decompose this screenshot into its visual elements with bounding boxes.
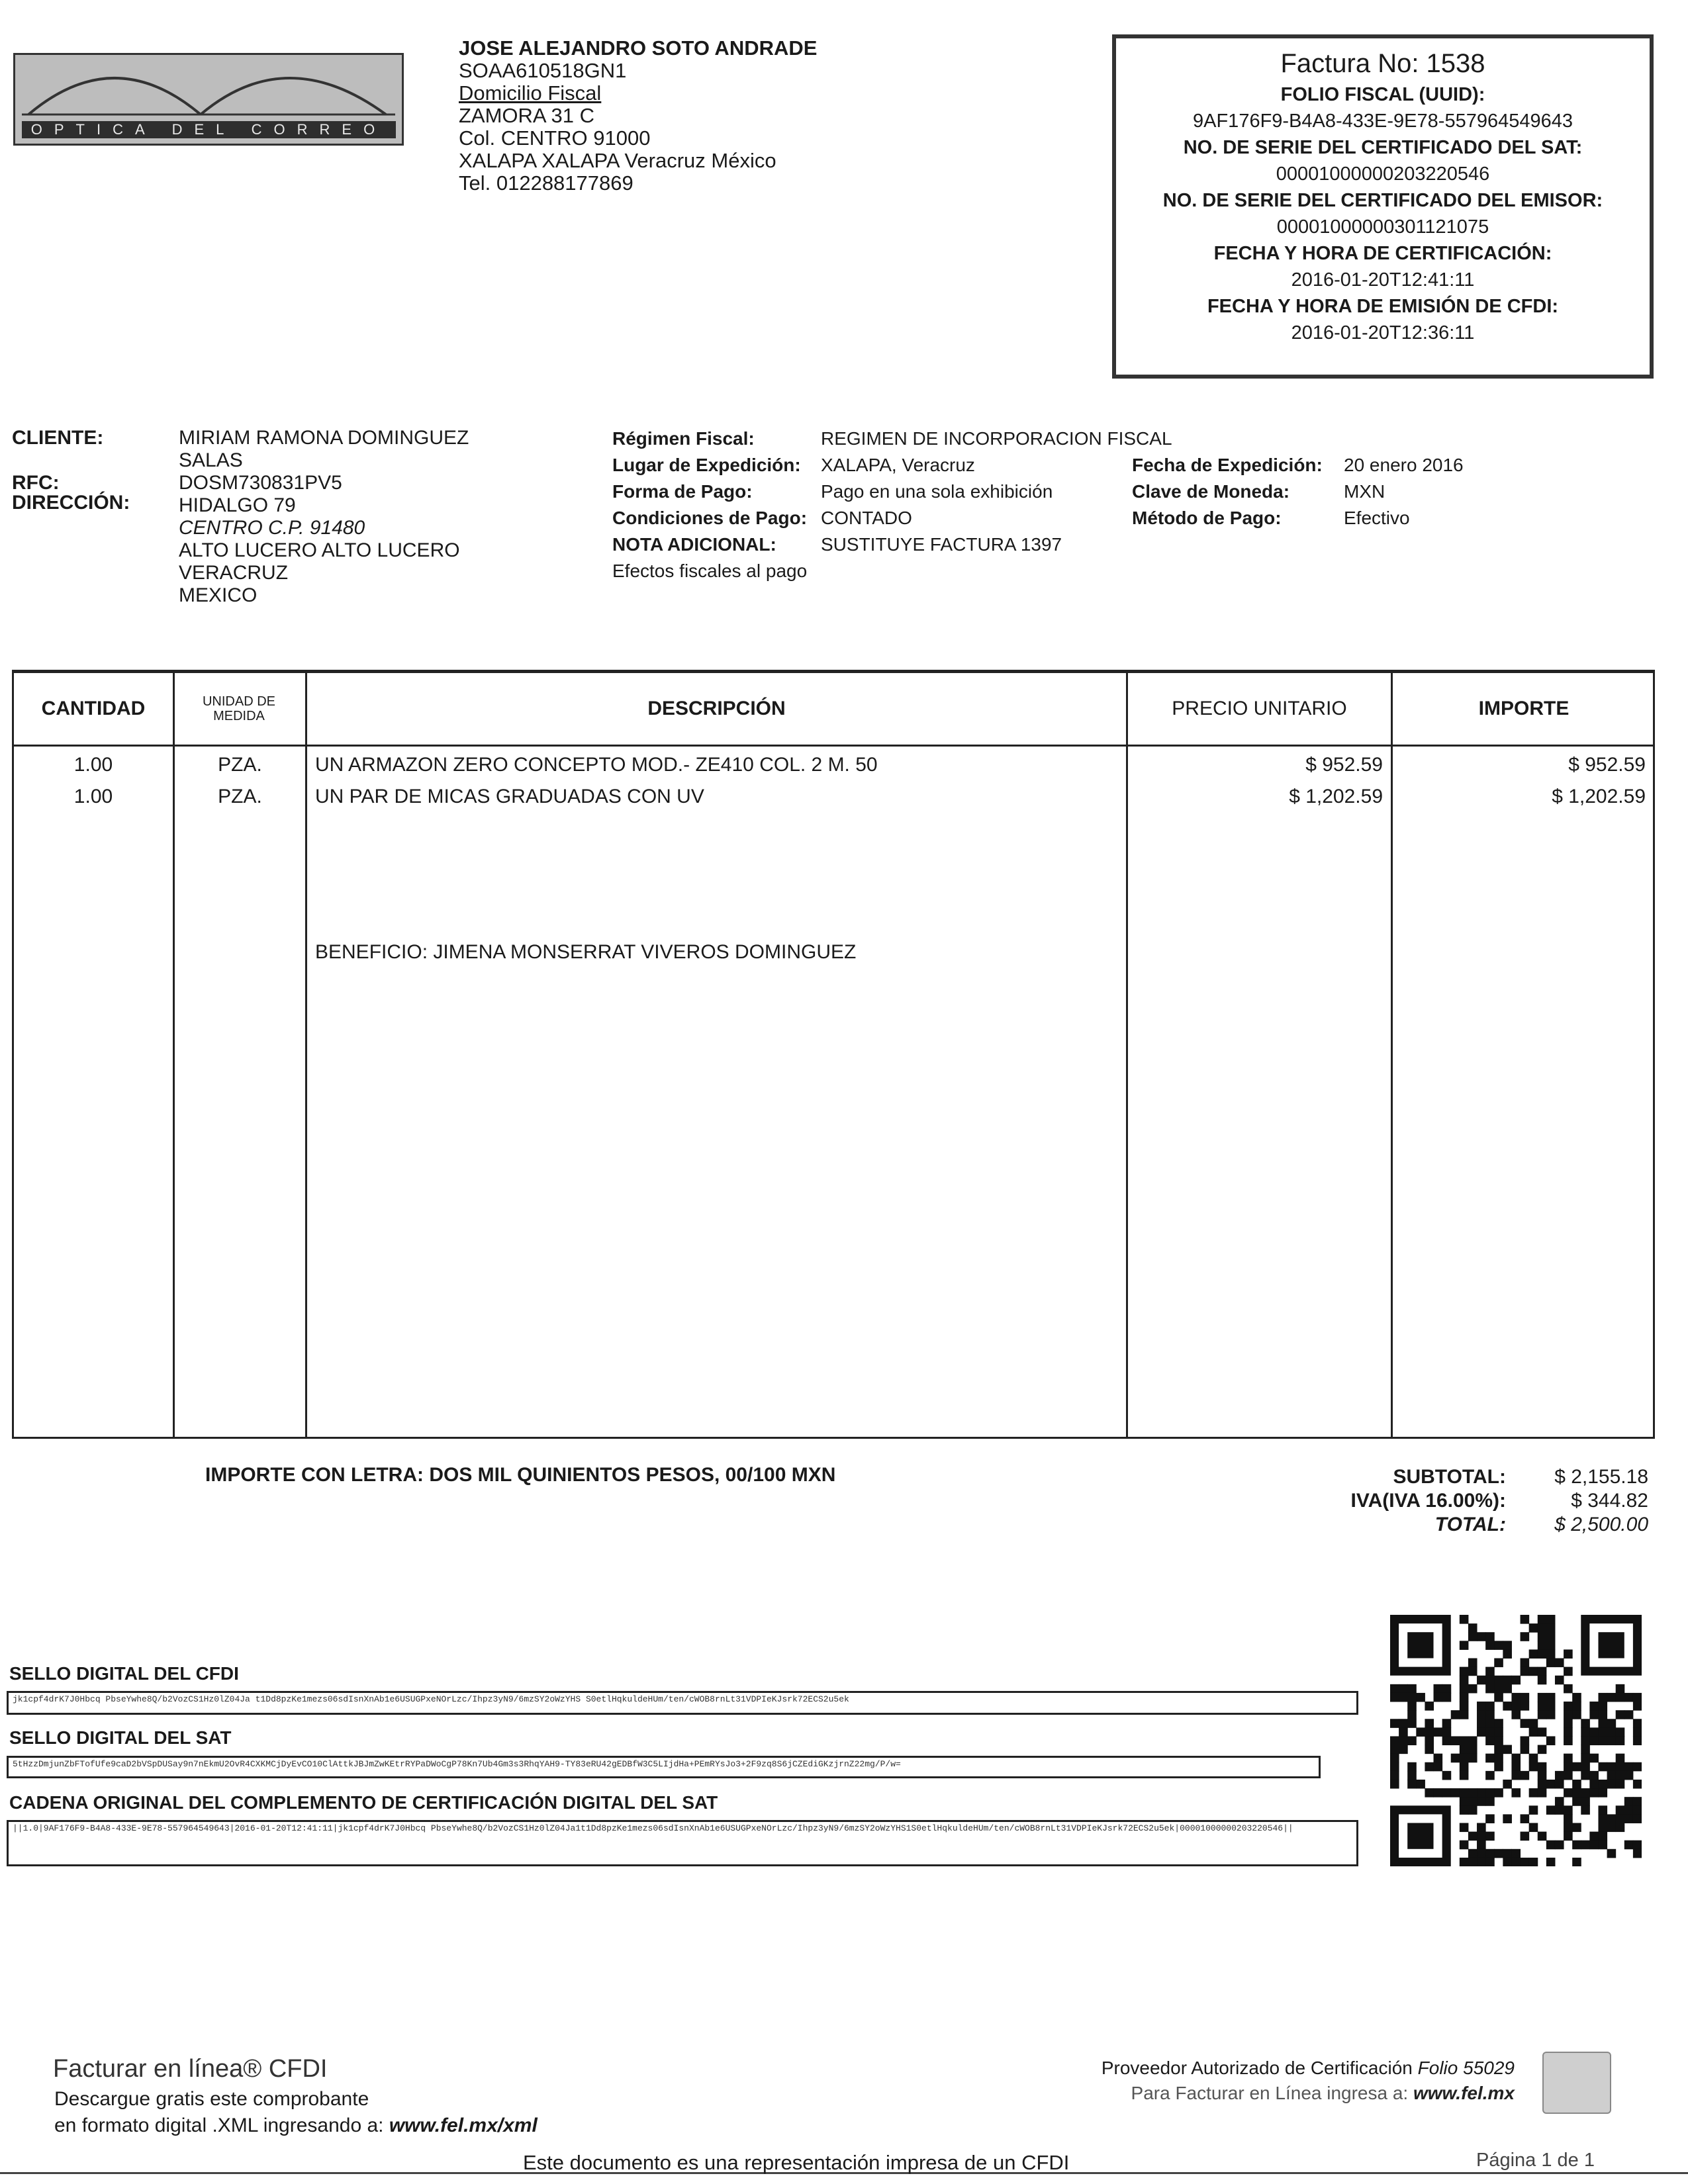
footer-descargue: Descargue gratis este comprobante bbox=[54, 2088, 369, 2110]
row2-unidad: PZA. bbox=[218, 786, 262, 807]
efectos-fiscales: Efectos fiscales al pago bbox=[612, 561, 808, 581]
folio-fiscal-value: 9AF176F9-B4A8-433E-9E78-557964549643 bbox=[1193, 111, 1573, 132]
header-unidad: UNIDAD DE MEDIDA bbox=[202, 694, 275, 723]
row2-descripcion: UN PAR DE MICAS GRADUADAS CON UV bbox=[315, 786, 704, 807]
issuer-phone: Tel. 012288177869 bbox=[459, 171, 633, 195]
serie-emisor-value: 00001000000301121075 bbox=[1276, 216, 1489, 238]
emision-label: FECHA Y HORA DE EMISIÓN DE CFDI: bbox=[1207, 296, 1559, 317]
fiscal-values-right bbox=[1344, 452, 1464, 531]
importe-con-letra: IMPORTE CON LETRA: DOS MIL QUINIENTOS PESOS, 00/100 MXN bbox=[205, 1464, 836, 1486]
forma-label: Forma de Pago: bbox=[612, 481, 753, 502]
issuer-street: ZAMORA 31 C bbox=[459, 104, 594, 127]
fecha-expedicion-value: 20 enero 2016 bbox=[1344, 455, 1464, 475]
client-addr4: VERACRUZ bbox=[179, 562, 289, 584]
subtotal-value: $ 2,155.18 bbox=[1554, 1466, 1648, 1488]
serie-sat-value: 00001000000203220546 bbox=[1276, 163, 1490, 185]
logo-text: OPTICA DEL CORREO bbox=[22, 121, 396, 138]
footer-fel-link[interactable]: www.fel.mx bbox=[1413, 2083, 1515, 2103]
forma-value: Pago en una sola exhibición bbox=[821, 481, 1053, 502]
qr-code-graphic bbox=[1390, 1615, 1642, 1866]
client-addr3: ALTO LUCERO ALTO LUCERO bbox=[179, 539, 460, 561]
row2-cantidad: 1.00 bbox=[73, 786, 113, 807]
col-divider bbox=[305, 673, 307, 1437]
footer-para bbox=[1084, 2080, 1515, 2107]
header-cantidad: CANTIDAD bbox=[41, 698, 146, 719]
items-table bbox=[12, 670, 1655, 1439]
client-name-line2: SALAS bbox=[179, 449, 243, 471]
row2-precio: $ 1,202.59 bbox=[1289, 786, 1383, 807]
client-addr2: CENTRO C.P. 91480 bbox=[179, 517, 365, 539]
regimen-label: Régimen Fiscal: bbox=[612, 428, 755, 449]
footer-para-prefix: Para Facturar en Línea ingresa a: bbox=[1131, 2083, 1413, 2103]
emision-value: 2016-01-20T12:36:11 bbox=[1291, 322, 1475, 343]
row1-cantidad: 1.00 bbox=[73, 754, 113, 776]
lugar-value: XALAPA, Veracruz bbox=[821, 455, 975, 475]
company-logo bbox=[13, 53, 404, 146]
certificacion-label: FECHA Y HORA DE CERTIFICACIÓN: bbox=[1213, 243, 1552, 264]
fecha-expedicion-label: Fecha de Expedición: bbox=[1132, 455, 1323, 475]
issuer-city: XALAPA XALAPA Veracruz México bbox=[459, 149, 776, 172]
client-addr1: HIDALGO 79 bbox=[179, 494, 296, 516]
cliente-label: CLIENTE: bbox=[12, 427, 104, 449]
row1-unidad: PZA. bbox=[218, 754, 262, 776]
footer-representacion: Este documento es una representación impresa de un CFDI bbox=[523, 2151, 1070, 2174]
row2-importe: $ 1,202.59 bbox=[1552, 786, 1646, 807]
issuer-name: JOSE ALEJANDRO SOTO ANDRADE bbox=[459, 36, 818, 60]
condiciones-label: Condiciones de Pago: bbox=[612, 508, 808, 528]
rfc-label: RFC: bbox=[12, 472, 60, 494]
nota-value: SUSTITUYE FACTURA 1397 bbox=[821, 534, 1062, 555]
footer-proveedor-folio: Folio 55029 bbox=[1417, 2058, 1515, 2078]
certificacion-value: 2016-01-20T12:41:11 bbox=[1291, 269, 1475, 291]
serie-sat-label: NO. DE SERIE DEL CERTIFICADO DEL SAT: bbox=[1183, 137, 1583, 158]
total-label: TOTAL: bbox=[1434, 1514, 1506, 1535]
sello-sat-title: SELLO DIGITAL DEL SAT bbox=[9, 1727, 232, 1748]
row1-importe: $ 952.59 bbox=[1568, 754, 1646, 776]
footer-formato-prefix: en formato digital .XML ingresando a: bbox=[54, 2115, 389, 2136]
sello-cfdi-title: SELLO DIGITAL DEL CFDI bbox=[9, 1663, 239, 1684]
client-addr5: MEXICO bbox=[179, 584, 258, 606]
qr-code bbox=[1390, 1615, 1642, 1866]
certification-seal-icon bbox=[1542, 2052, 1611, 2114]
client-values bbox=[179, 427, 469, 607]
folio-fiscal-label: FOLIO FISCAL (UUID): bbox=[1280, 84, 1485, 105]
totals-values bbox=[1516, 1465, 1648, 1537]
subtotal-label: SUBTOTAL: bbox=[1393, 1466, 1506, 1488]
header-precio: PRECIO UNITARIO bbox=[1172, 698, 1347, 719]
metodo-value: Efectivo bbox=[1344, 508, 1410, 528]
moneda-value: MXN bbox=[1344, 481, 1385, 502]
cadena-original-title: CADENA ORIGINAL DEL COMPLEMENTO DE CERTIFICACIÓN DIGITAL DEL SAT bbox=[9, 1792, 718, 1813]
fiscal-labels-right bbox=[1132, 452, 1323, 531]
issuer-colonia: Col. CENTRO 91000 bbox=[459, 126, 651, 150]
footer-proveedor-prefix: Proveedor Autorizado de Certificación bbox=[1101, 2058, 1418, 2078]
totals-labels bbox=[1258, 1465, 1506, 1537]
footer-xml-link[interactable]: www.fel.mx/xml bbox=[389, 2115, 538, 2136]
header-descripcion: DESCRIPCIÓN bbox=[647, 698, 786, 719]
serie-emisor-label: NO. DE SERIE DEL CERTIFICADO DEL EMISOR: bbox=[1162, 190, 1603, 211]
client-rfc: DOSM730831PV5 bbox=[179, 472, 342, 494]
client-name-line1: MIRIAM RAMONA DOMINGUEZ bbox=[179, 427, 469, 449]
factura-info-box bbox=[1112, 34, 1654, 379]
fiscal-labels bbox=[612, 426, 807, 584]
iva-label: IVA(IVA 16.00%): bbox=[1350, 1490, 1506, 1512]
lugar-label: Lugar de Expedición: bbox=[612, 455, 801, 475]
moneda-label: Clave de Moneda: bbox=[1132, 481, 1290, 502]
issuer-rfc: SOAA610518GN1 bbox=[459, 59, 627, 82]
metodo-label: Método de Pago: bbox=[1132, 508, 1282, 528]
sello-cfdi-value: jk1cpf4drK7J0Hbcq PbseYwhe8Q/b2VozCS1Hz0lZ04Ja t1Dd8pzKe1mezs06sdIsnXnAb1e6USUGPxeNOrLzc/Ihpz3yN9/6mzSY2oWzYHS S0etlHqkuldeHUm/ten/cWOB8rnLt31VDPIeKJsrk72ECS2u5ek bbox=[7, 1691, 1358, 1715]
header-separator bbox=[14, 745, 1653, 747]
row1-descripcion: UN ARMAZON ZERO CONCEPTO MOD.- ZE410 COL. 2 M. 50 bbox=[315, 754, 878, 776]
issuer-domicilio-label: Domicilio Fiscal bbox=[459, 81, 602, 105]
footer-proveedor bbox=[1084, 2055, 1515, 2081]
factura-number: Factura No: 1538 bbox=[1280, 49, 1485, 78]
footer-pagina: Página 1 de 1 bbox=[1476, 2150, 1595, 2171]
issuer-block bbox=[459, 37, 817, 195]
direccion-label: DIRECCIÓN: bbox=[12, 492, 130, 514]
sello-sat-value: 5tHzzDmjunZbFTofUfe9caD2bVSpDUSay9n7nEkmU2OvR4CXKMCjDyEvCO10ClAttkJBJmZwKEtrRYPaDWoCgP78Kn7Ub4Gm3s3RhqYAH9-TY83eRU42gEDBfW3C5LIjdHa+PEmRYsJo3+2F9zq8S6jCZEdiGKzjrnZ22mg/P/w= bbox=[7, 1756, 1321, 1778]
beneficio-note: BENEFICIO: JIMENA MONSERRAT VIVEROS DOMINGUEZ bbox=[315, 941, 857, 963]
fiscal-values bbox=[821, 426, 1172, 558]
header-importe: IMPORTE bbox=[1478, 698, 1570, 719]
nota-label: NOTA ADICIONAL: bbox=[612, 534, 776, 555]
footer-formato bbox=[54, 2113, 538, 2139]
regimen-value: REGIMEN DE INCORPORACION FISCAL bbox=[821, 428, 1172, 449]
cadena-original-value: ||1.0|9AF176F9-B4A8-433E-9E78-557964549643|2016-01-20T12:41:11|jk1cpf4drK7J0Hbcq PbseYwhe8Q/b2VozCS1Hz0lZ04Ja1t1Dd8pzKe1mezs06sdIsnXnAb1e6USUGPxeNOrLzc/Ihpz3yN9/6mzSY2oWzYHS1S0etlHqkuldeHUm/ten/cWOB8rnLt31VDPIeKJsrk72ECS2u5ek|00001000000203220546|| bbox=[7, 1820, 1358, 1866]
condiciones-value: CONTADO bbox=[821, 508, 912, 528]
footer-brand: Facturar en línea® CFDI bbox=[53, 2055, 328, 2083]
iva-value: $ 344.82 bbox=[1571, 1490, 1648, 1512]
row1-precio: $ 952.59 bbox=[1305, 754, 1383, 776]
total-value: $ 2,500.00 bbox=[1554, 1514, 1648, 1535]
